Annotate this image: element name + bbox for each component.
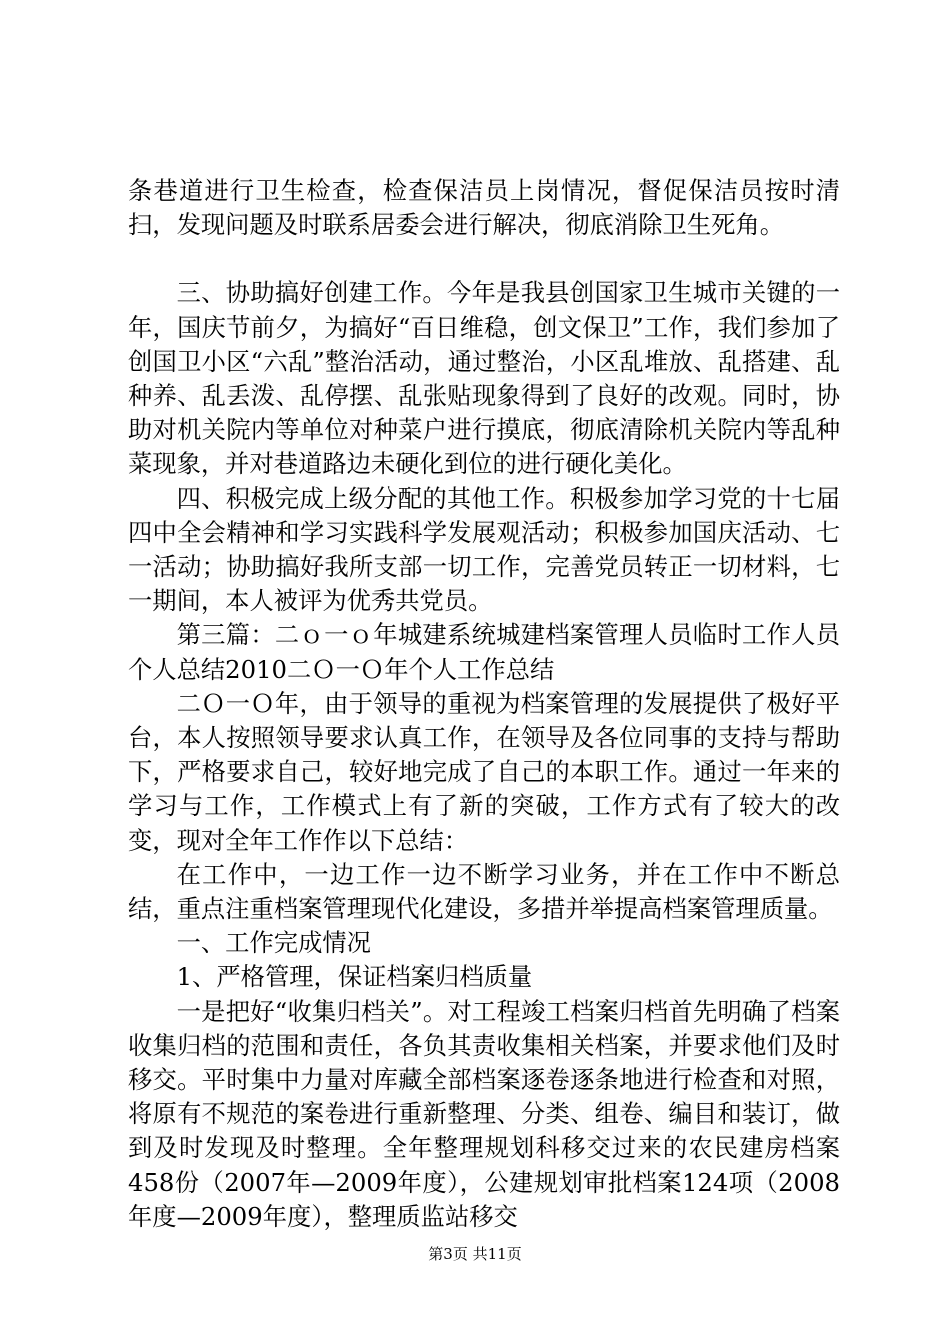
paragraph-section-four: 四、积极完成上级分配的其他工作。积极参加学习党的十七届四中全会精神和学习实践科学发展观活动；积极参加国庆活动、七一活动；协助搞好我所支部一切工作，完善党员转正一切材料，七一期间，本人被评为优秀共党员。	[128, 483, 840, 616]
paragraph-gap	[128, 242, 840, 276]
heading-strict-management: 1、严格管理，保证档案归档质量	[176, 962, 533, 992]
paragraph-collection-archive: 一是把好“收集归档关”。对工程竣工档案归档首先明确了档案收集归档的范围和责任，各负其责收集相关档案，并要求他们及时移交。平时集中力量对库藏全部档案逐卷逐条地进行检查和对照，将原有不规范的案卷进行重新整理、分类、组卷、编目和装订，做到及时发现及时整理。全年整理规划科移交过来的农民建房档案458份（2007年—2009年度），公建规划审批档案124项（2008年度—2009年度），整理质监站移交	[128, 996, 840, 1231]
page-number: 第3页 共11页	[428, 1245, 522, 1263]
paragraph-work-summary: 在工作中，一边工作一边不断学习业务，并在工作中不断总结，重点注重档案管理现代化建设，多措并举提高档案管理质量。	[128, 859, 840, 924]
paragraph-intro: 二Ｏ一Ｏ年，由于领导的重视为档案管理的发展提供了极好平台，本人按照领导要求认真工作，在领导及各位同事的支持与帮助下，严格要求自己，较好地完成了自己的本职工作。通过一年来的学习与工作，工作模式上有了新的突破，工作方式有了较大的改变，现对全年工作作以下总结：	[128, 688, 840, 855]
paragraph-part-three-title: 第三篇：二ｏ一ｏ年城建系统城建档案管理人员临时工作人员个人总结2010二Ｏ一Ｏ年个人工作总结	[128, 620, 840, 684]
paragraph-continuation: 条巷道进行卫生检查，检查保洁员上岗情况，督促保洁员按时清扫，发现问题及时联系居委会进行解决，彻底消除卫生死角。	[128, 176, 840, 240]
document-body	[128, 174, 840, 1234]
paragraph-section-three: 三、协助搞好创建工作。今年是我县创国家卫生城市关键的一年，国庆节前夕，为搞好“百日维稳，创文保卫”工作，我们参加了创国卫小区“六乱”整治活动，通过整治，小区乱堆放、乱搭建、乱种养、乱丢泼、乱停摆、乱张贴现象得到了良好的改观。同时，协助对机关院内等单位对种菜户进行摸底，彻底清除机关院内等乱种菜现象，并对巷道路边未硬化到位的进行硬化美化。	[128, 278, 840, 479]
heading-work-completion: 一、工作完成情况	[176, 928, 371, 958]
